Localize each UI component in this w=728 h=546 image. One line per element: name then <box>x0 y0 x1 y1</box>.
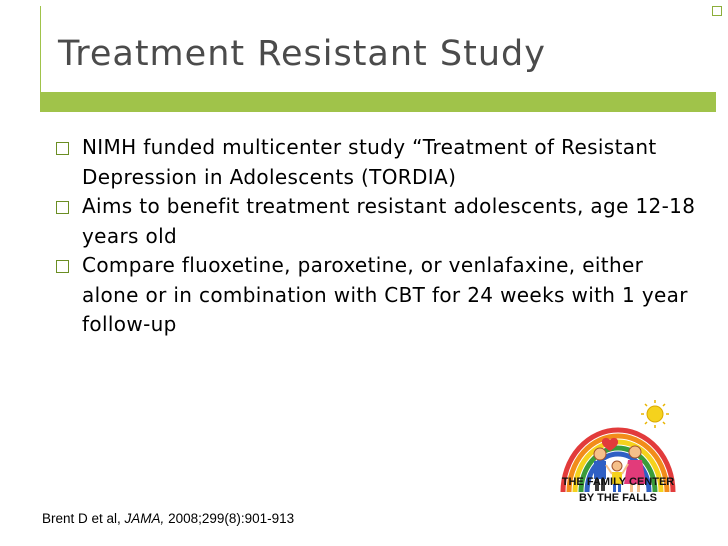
bullet-item <box>56 192 696 251</box>
bullet-text: Compare fluoxetine, paroxetine, or venlafaxine, either alone or in combination with CBT for 24 weeks with 1 year follow-up <box>82 253 688 336</box>
square-bullet-icon <box>56 201 69 214</box>
bullet-item <box>56 133 696 192</box>
citation <box>42 511 294 526</box>
citation-journal: JAMA, <box>124 511 165 526</box>
citation-authors: Brent D et al, <box>42 511 125 526</box>
bullet-text: Aims to benefit treatment resistant adolescents, age 12-18 years old <box>82 194 696 248</box>
square-bullet-icon <box>56 260 69 273</box>
title-accent-bar <box>40 92 716 112</box>
bullet-list <box>56 133 696 340</box>
logo-text-line1: THE FAMILY CENTER <box>561 476 675 488</box>
corner-square-decoration <box>712 6 722 16</box>
logo-text-line2: BY THE FALLS <box>578 492 658 504</box>
bullet-text: NIMH funded multicenter study “Treatment of Resistant Depression in Adolescents (TORDIA) <box>82 135 657 189</box>
square-bullet-icon <box>56 142 69 155</box>
bullet-item <box>56 251 696 340</box>
citation-details: 2008;299(8):901-913 <box>164 511 295 526</box>
accent-vertical-line <box>40 6 41 92</box>
slide-title: Treatment Resistant Study <box>58 34 546 74</box>
